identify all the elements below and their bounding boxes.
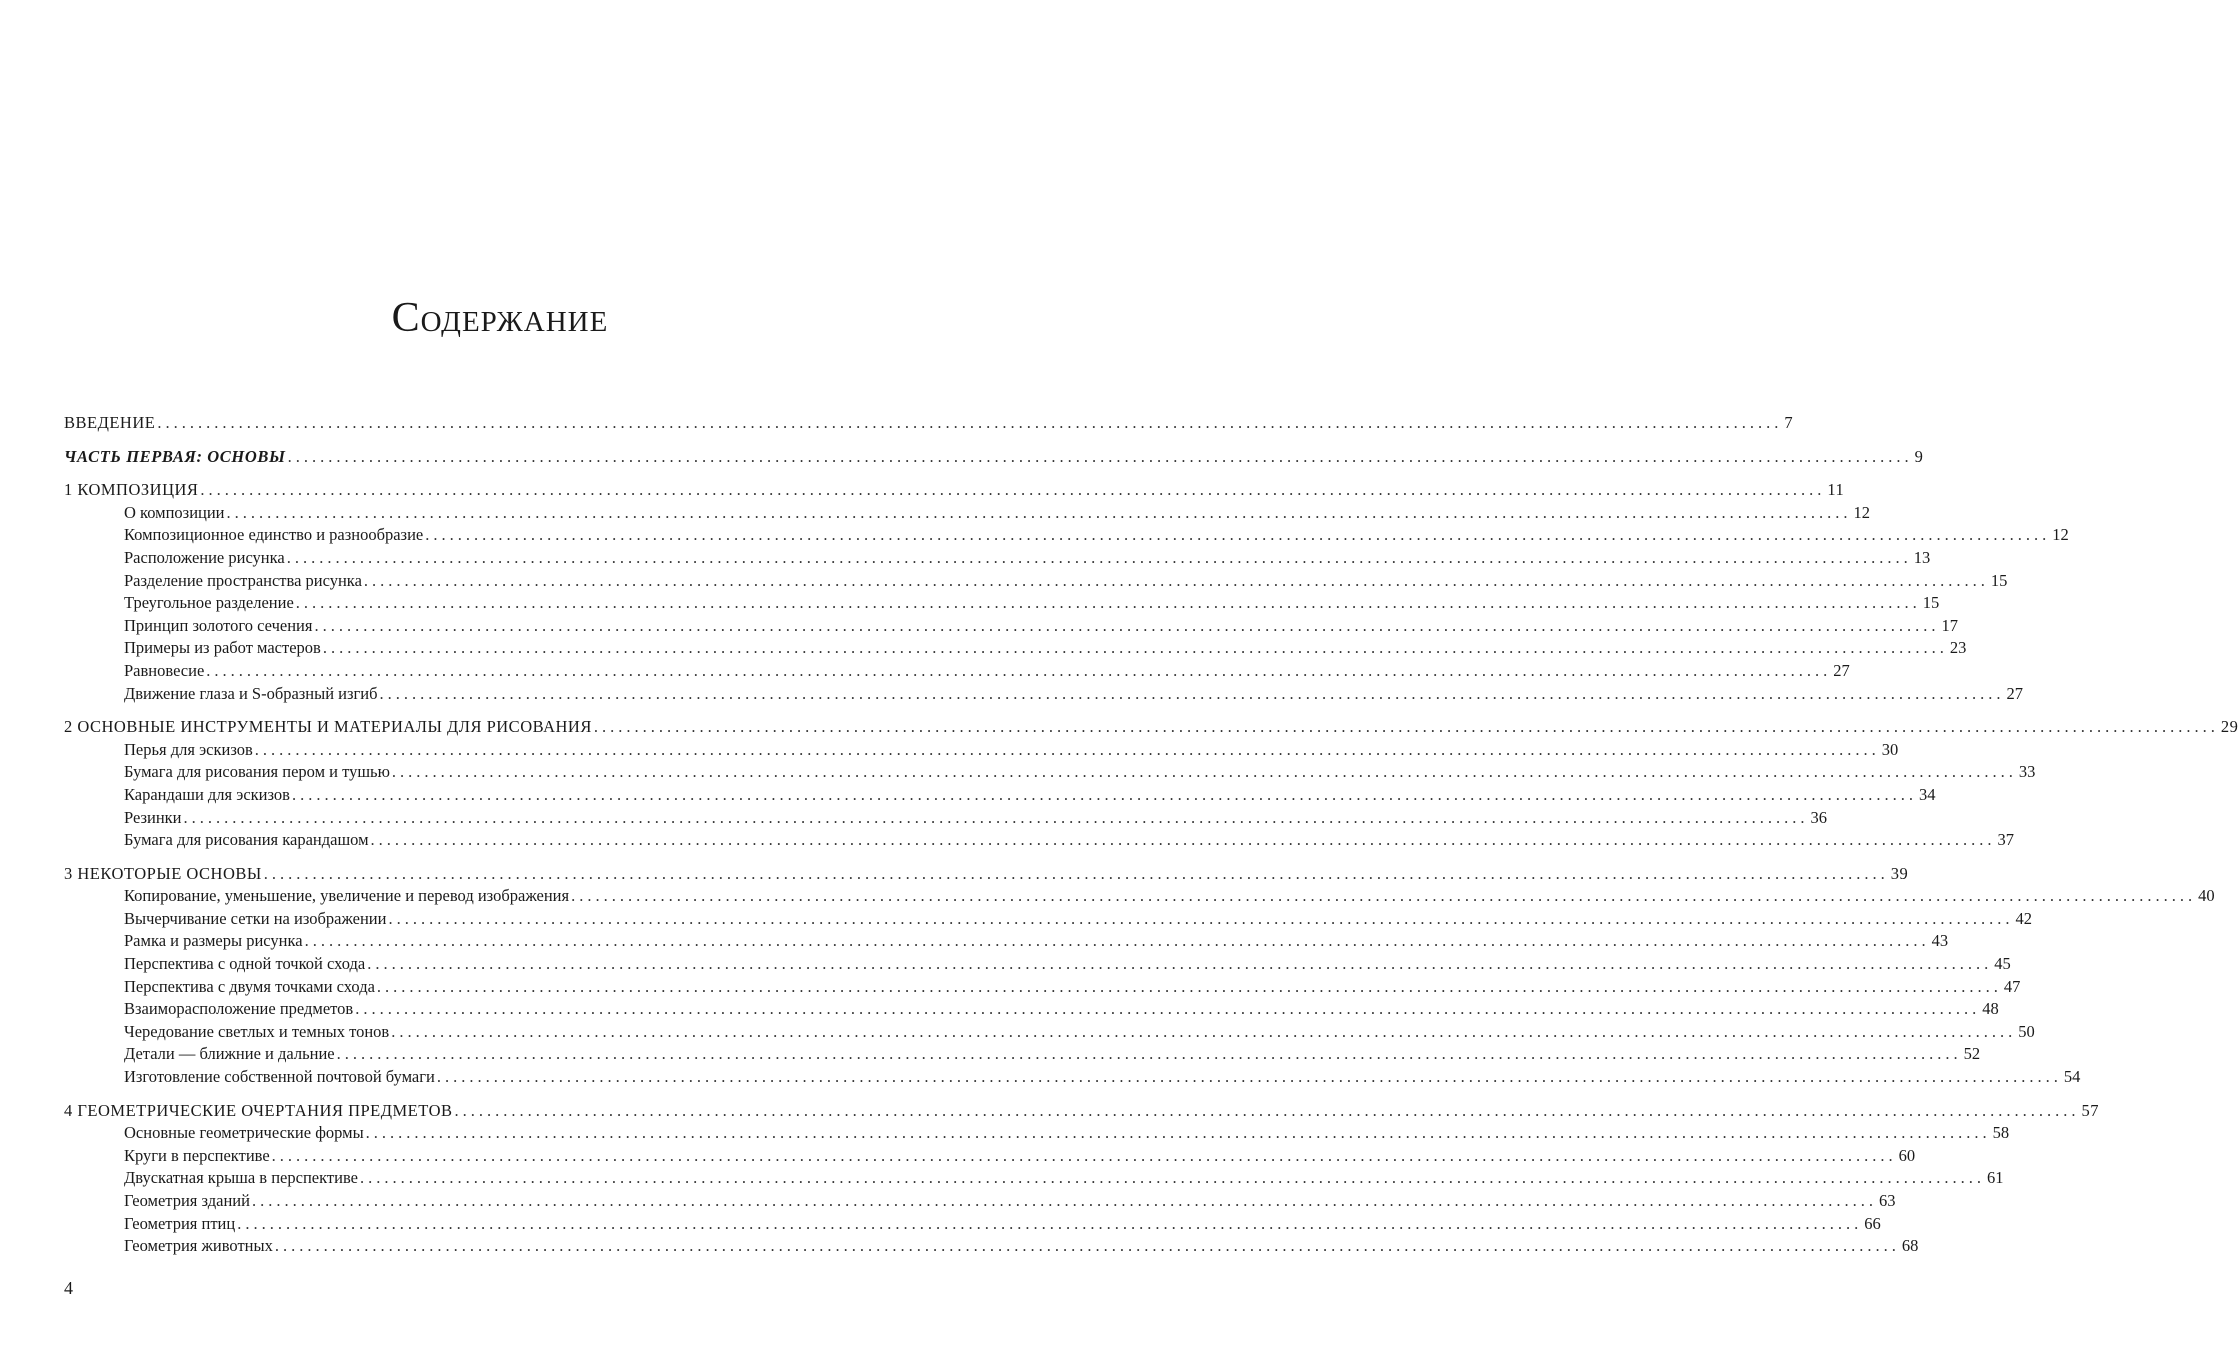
- toc-entry-page: 54: [2063, 1067, 2081, 1087]
- toc-entry-title: Разделение пространства рисунка: [124, 570, 362, 590]
- dot-leader: ........................................................................................................................................................................................................: [388, 908, 2014, 928]
- toc-entry[interactable]: [64, 1066, 2081, 1089]
- toc-entry-title: Рамка и размеры рисунка: [124, 931, 303, 951]
- toc-entry[interactable]: [64, 930, 1949, 953]
- dot-leader: ........................................................................................................................................................................................................: [226, 502, 1852, 522]
- dot-leader: ........................................................................................................................................................................................................: [237, 1213, 1863, 1233]
- toc-entry-page: 23: [1949, 638, 1967, 658]
- toc-entry-title: Расположение рисунка: [124, 547, 285, 567]
- toc-section: [64, 716, 2238, 852]
- toc-entry[interactable]: [64, 502, 1871, 525]
- toc-entry-title: Чередование светлых и темных тонов: [124, 1021, 390, 1041]
- dot-leader: ........................................................................................................................................................................................................: [376, 976, 2002, 996]
- toc-entry-page: 34: [1918, 784, 1936, 804]
- toc-entry[interactable]: [64, 807, 1828, 830]
- toc-section: [64, 1100, 2100, 1258]
- toc-section: [64, 479, 2069, 705]
- toc-entry-title: Бумага для рисования пером и тушью: [124, 762, 390, 782]
- toc-entry-title: 2 ОСНОВНЫЕ ИНСТРУМЕНТЫ И МАТЕРИАЛЫ ДЛЯ РИСОВАНИЯ: [64, 717, 592, 737]
- toc-entry-page: 33: [2018, 762, 2036, 782]
- toc-entry[interactable]: [64, 547, 1931, 570]
- toc-entry[interactable]: [64, 1021, 2035, 1044]
- dot-leader: ........................................................................................................................................................................................................: [314, 615, 1940, 635]
- toc-entry[interactable]: [64, 863, 1909, 886]
- dot-leader: ........................................................................................................................................................................................................: [271, 1145, 1897, 1165]
- toc-entry-title: Детали — ближние и дальние: [124, 1044, 335, 1064]
- toc-entry-page: 27: [2006, 683, 2024, 703]
- toc-entry-page: 47: [2003, 976, 2021, 996]
- toc-entry-title: ВВЕДЕНИЕ: [64, 413, 156, 432]
- toc-entry-page: 7: [1784, 413, 1794, 432]
- toc-entry-page: 48: [1982, 999, 1999, 1019]
- dot-leader: ........................................................................................................................................................................................................: [370, 830, 1996, 850]
- table-of-contents: [64, 412, 2238, 1258]
- toc-entry[interactable]: [64, 1213, 1881, 1236]
- toc-entry[interactable]: [64, 1190, 1896, 1213]
- toc-entry-title: Геометрия зданий: [124, 1191, 250, 1210]
- dot-leader: ........................................................................................................................................................................................................: [206, 660, 1832, 680]
- dot-leader: ........................................................................................................................................................................................................: [571, 886, 2197, 906]
- toc-entry[interactable]: [64, 1122, 2010, 1145]
- toc-entry-page: 61: [1986, 1168, 2004, 1188]
- toc-entry[interactable]: [64, 479, 1845, 502]
- toc-entry[interactable]: [64, 412, 1794, 435]
- dot-leader: ........................................................................................................................................................................................................: [200, 480, 1826, 500]
- toc-entry[interactable]: [64, 570, 2008, 593]
- dot-leader: ........................................................................................................................................................................................................: [286, 547, 1912, 567]
- toc-entry[interactable]: [64, 739, 1899, 762]
- toc-entry-title: Примеры из работ мастеров: [124, 638, 321, 658]
- toc-entry[interactable]: [64, 683, 2024, 706]
- toc-entry-title: Перья для эскизов: [124, 739, 253, 759]
- toc-entry-title: Движение глаза и S-образный изгиб: [124, 683, 378, 703]
- dot-leader: ........................................................................................................................................................................................................: [454, 1100, 2080, 1120]
- toc-entry[interactable]: [64, 660, 1850, 683]
- dot-leader: ........................................................................................................................................................................................................: [251, 1191, 1877, 1210]
- dot-leader: ........................................................................................................................................................................................................: [274, 1236, 1900, 1256]
- toc-entry-page: 17: [1941, 615, 1958, 635]
- toc-entry-page: 12: [2052, 525, 2069, 545]
- toc-entry-page: 36: [1810, 807, 1828, 827]
- toc-section: [64, 446, 1923, 469]
- dot-leader: ........................................................................................................................................................................................................: [355, 999, 1981, 1019]
- toc-entry[interactable]: [64, 885, 2215, 908]
- toc-entry-title: Взаиморасположение предметов: [124, 999, 354, 1019]
- toc-entry-title: Вычерчивание сетки на изображении: [124, 908, 387, 928]
- toc-entry-page: 60: [1898, 1145, 1916, 1165]
- toc-entry-title: Перспектива с двумя точками схода: [124, 976, 375, 996]
- toc-entry-title: Треугольное разделение: [124, 593, 294, 613]
- toc-entry-title: Резинки: [124, 807, 182, 827]
- page-number: 4: [64, 1278, 73, 1298]
- dot-leader: ........................................................................................................................................................................................................: [379, 683, 2005, 703]
- toc-entry[interactable]: [64, 1145, 1916, 1168]
- toc-entry[interactable]: [64, 1235, 1919, 1258]
- toc-entry-page: 42: [2015, 908, 2032, 928]
- dot-leader: ........................................................................................................................................................................................................: [593, 717, 2219, 737]
- toc-entry-title: 3 НЕКОТОРЫЕ ОСНОВЫ: [64, 863, 262, 883]
- toc-entry-title: 4 ГЕОМЕТРИЧЕСКИЕ ОЧЕРТАНИЯ ПРЕДМЕТОВ: [64, 1100, 453, 1120]
- toc-entry-title: Перспектива с одной точкой схода: [124, 954, 366, 974]
- toc-entry-title: О композиции: [124, 502, 225, 522]
- toc-entry-title: Карандаши для эскизов: [124, 784, 290, 804]
- toc-entry-page: 43: [1931, 931, 1949, 951]
- toc-entry[interactable]: [64, 829, 2015, 852]
- toc-entry-title: Геометрия птиц: [124, 1213, 236, 1233]
- toc-entry-title: Копирование, уменьшение, увеличение и перевод изображения: [124, 886, 570, 906]
- dot-leader: ........................................................................................................................................................................................................: [254, 739, 1880, 759]
- toc-entry[interactable]: [64, 716, 2238, 739]
- dot-leader: ........................................................................................................................................................................................................: [336, 1044, 1962, 1064]
- toc-entry[interactable]: [64, 1100, 2100, 1123]
- toc-entry-page: 52: [1963, 1044, 1981, 1064]
- toc-entry-page: 50: [2018, 1021, 2035, 1041]
- dot-leader: ........................................................................................................................................................................................................: [365, 1123, 1991, 1143]
- toc-entry-page: 39: [1890, 863, 1909, 883]
- toc-entry-title: Композиционное единство и разнообразие: [124, 525, 424, 545]
- dot-leader: ........................................................................................................................................................................................................: [425, 525, 2051, 545]
- toc-entry-page: 58: [1992, 1123, 2010, 1143]
- dot-leader: ........................................................................................................................................................................................................: [263, 863, 1889, 883]
- toc-entry[interactable]: [64, 953, 2011, 976]
- toc-entry-title: Равновесие: [124, 660, 205, 680]
- toc-entry-title: Геометрия животных: [124, 1236, 273, 1256]
- toc-entry[interactable]: [64, 524, 2069, 547]
- toc-entry-page: 15: [1990, 570, 2008, 590]
- toc-entry-page: 66: [1864, 1213, 1881, 1233]
- toc-entry[interactable]: [64, 784, 1936, 807]
- dot-leader: ........................................................................................................................................................................................................: [304, 931, 1930, 951]
- dot-leader: ........................................................................................................................................................................................................: [291, 784, 1917, 804]
- toc-entry[interactable]: [64, 908, 2032, 931]
- toc-entry-title: 1 КОМПОЗИЦИЯ: [64, 480, 199, 500]
- toc-entry-page: 11: [1827, 480, 1845, 500]
- toc-entry-title: Круги в перспективе: [124, 1145, 270, 1165]
- toc-entry-title: Основные геометрические формы: [124, 1123, 364, 1143]
- toc-section: [64, 412, 1794, 435]
- toc-entry-title: Принцип золотого сечения: [124, 615, 313, 635]
- toc-entry[interactable]: [64, 1043, 1981, 1066]
- toc-entry-page: 9: [1914, 446, 1923, 466]
- toc-entry-page: 13: [1913, 547, 1931, 567]
- toc-entry-title: Двускатная крыша в перспективе: [124, 1168, 358, 1188]
- toc-entry-page: 45: [1994, 954, 2011, 974]
- toc-entry-page: 30: [1881, 739, 1899, 759]
- toc-entry-title: Бумага для рисования карандашом: [124, 830, 369, 850]
- toc-entry-page: 27: [1833, 660, 1850, 680]
- dot-leader: ........................................................................................................................................................................................................: [391, 1021, 2017, 1041]
- toc-entry-page: 37: [1997, 830, 2015, 850]
- dot-leader: ........................................................................................................................................................................................................: [436, 1067, 2062, 1087]
- dot-leader: ........................................................................................................................................................................................................: [183, 807, 1809, 827]
- toc-entry-page: 29: [2220, 717, 2238, 737]
- dot-leader: ........................................................................................................................................................................................................: [359, 1168, 1985, 1188]
- toc-entry[interactable]: [64, 446, 1923, 469]
- toc-entry[interactable]: [64, 615, 1958, 638]
- toc-entry-title: ЧАСТЬ ПЕРВАЯ: ОСНОВЫ: [64, 446, 286, 466]
- toc-entry-page: 12: [1853, 502, 1871, 522]
- toc-entry-title: Изготовление собственной почтовой бумаги: [124, 1067, 435, 1087]
- dot-leader: ........................................................................................................................................................................................................: [287, 446, 1913, 466]
- dot-leader: ........................................................................................................................................................................................................: [367, 954, 1993, 974]
- toc-entry[interactable]: [64, 761, 2036, 784]
- toc-entry-page: 57: [2081, 1100, 2100, 1120]
- toc-entry[interactable]: [64, 592, 1940, 615]
- toc-entry[interactable]: [64, 998, 1999, 1021]
- toc-entry-page: 68: [1901, 1236, 1919, 1256]
- dot-leader: ........................................................................................................................................................................................................: [295, 593, 1921, 613]
- toc-entry-page: 15: [1922, 593, 1940, 613]
- dot-leader: ........................................................................................................................................................................................................: [391, 762, 2017, 782]
- dot-leader: ........................................................................................................................................................................................................: [157, 413, 1783, 432]
- dot-leader: ........................................................................................................................................................................................................: [322, 638, 1948, 658]
- page-title: Содержание: [391, 295, 609, 341]
- toc-section: [64, 863, 2215, 1089]
- toc-entry[interactable]: [64, 1167, 2004, 1190]
- toc-entry-page: 63: [1878, 1191, 1896, 1210]
- dot-leader: ........................................................................................................................................................................................................: [363, 570, 1989, 590]
- toc-entry-page: 40: [2198, 886, 2215, 906]
- toc-entry[interactable]: [64, 976, 2021, 999]
- toc-entry[interactable]: [64, 637, 1967, 660]
